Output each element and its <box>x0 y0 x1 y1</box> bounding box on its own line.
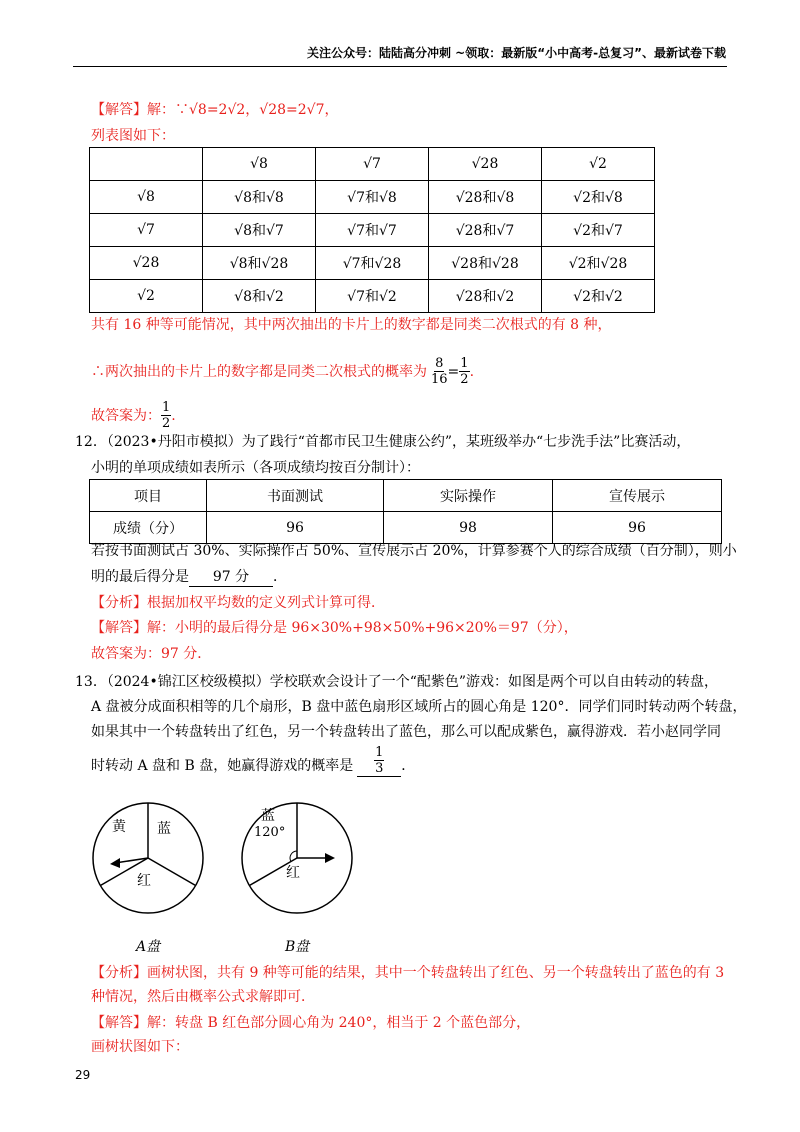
q13-analysis-line1 <box>91 964 724 982</box>
spinner-a-caption: A盘 <box>136 939 161 955</box>
numerator: 1 <box>162 400 171 415</box>
spinner-b-blue-label: 蓝 <box>261 808 275 824</box>
arrow-icon <box>325 853 335 863</box>
table-cell: 书面测试 <box>207 480 384 512</box>
table-cell: √7 <box>316 148 429 181</box>
probability-prefix: ∴两次抽出的卡片上的数字都是同类二次根式的概率为 <box>91 363 427 380</box>
table-row <box>90 181 655 214</box>
q12-line3: 若按书面测试占 30%、实际操作占 50%、宣传展示占 20%，计算参赛个人的综合成绩（百分制），则小 <box>91 543 737 559</box>
q13-line4-suffix: ． <box>401 758 416 774</box>
period: . <box>469 363 475 380</box>
page-header: 关注公众号：陆陆高分冲刺 ~领取：最新版“小中高考-总复习”、最新试卷下载 <box>307 46 726 60</box>
q13-line3: 如果其中一个转盘转出了红色，另一个转盘转出了蓝色，那么可以配成紫色，赢得游戏．若小赵同学同 <box>91 724 721 740</box>
q13-solution <box>91 1014 530 1032</box>
table-cell: √8和√28 <box>203 247 316 280</box>
table-cell: √28 <box>90 247 203 280</box>
table-cell: 96 <box>207 512 384 544</box>
table-cell: 98 <box>384 512 553 544</box>
numerator: 8 <box>435 356 444 371</box>
arrow-icon <box>110 858 120 868</box>
solution-intro-text: 解：∵√8=2√2，√28=2√7， <box>147 102 339 118</box>
summary-line: 共有 16 种等可能情况，其中两次抽出的卡片上的数字都是同类二次根式的有 8 种， <box>91 317 612 333</box>
q12-answer: 故答案为：97 分． <box>91 646 212 662</box>
table-cell: 实际操作 <box>384 480 553 512</box>
q12-line4-suffix: ． <box>273 569 287 585</box>
table-cell: √2 <box>542 148 655 181</box>
solution-tag: 【解答】 <box>91 620 147 636</box>
solution-tag: 【解答】 <box>91 1015 147 1031</box>
table-cell <box>90 148 203 181</box>
page-number: 29 <box>75 1068 91 1082</box>
q12-answer-blank: 97 分 <box>189 568 273 587</box>
table-cell: √7和√2 <box>316 280 429 313</box>
table-cell: √2和√8 <box>542 181 655 214</box>
spinner-a-blue-label: 蓝 <box>157 821 171 837</box>
denominator: 2 <box>162 416 171 431</box>
answer-fraction <box>161 400 171 431</box>
table-cell: √8和√2 <box>203 280 316 313</box>
q12-solution <box>91 619 578 637</box>
list-label: 列表图如下： <box>91 128 175 144</box>
q12-line4-prefix: 明的最后得分是 <box>91 569 189 585</box>
spinner-b <box>239 800 355 916</box>
q12-analysis <box>91 594 385 612</box>
table-cell: √2和√2 <box>542 280 655 313</box>
solution-tag: 【解答】 <box>91 102 147 118</box>
table-cell: √2和√28 <box>542 247 655 280</box>
spinner-b-caption: B盘 <box>285 939 310 955</box>
q13-tree-label: 画树状图如下： <box>91 1039 189 1055</box>
score-table <box>89 479 722 544</box>
table-cell: √28 <box>429 148 542 181</box>
q13-line1: 13．（2024•锦江区校级模拟）学校联欢会设计了一个“配紫色”游戏：如图是两个可以自由转动的转盘， <box>75 674 719 690</box>
table-cell: √28和√28 <box>429 247 542 280</box>
q13-line4 <box>91 745 415 777</box>
table-cell: √7 <box>90 214 203 247</box>
table-cell: √8 <box>203 148 316 181</box>
table-cell: √2和√7 <box>542 214 655 247</box>
header-divider <box>73 66 727 67</box>
q13-answer-blank <box>357 745 401 777</box>
spinner-a <box>90 800 206 916</box>
analysis-tag: 【分析】 <box>91 595 147 611</box>
spinner-b-red-label: 红 <box>286 865 300 881</box>
analysis-tag: 【分析】 <box>91 965 147 981</box>
table-cell: √8和√8 <box>203 181 316 214</box>
q13-analysis-line2: 种情况，然后由概率公式求解即可． <box>91 989 315 1005</box>
table-cell: √28和√7 <box>429 214 542 247</box>
numerator: 1 <box>375 745 384 760</box>
table-header-row <box>90 148 655 181</box>
table-row <box>90 247 655 280</box>
table-cell: 96 <box>553 512 722 544</box>
q13-line2: A 盘被分成面积相等的几个扇形，B 盘中蓝色扇形区域所占的圆心角是 120°．同学们同时转动两个转盘， <box>91 699 747 715</box>
table-cell: √28和√8 <box>429 181 542 214</box>
denominator: 2 <box>460 372 469 387</box>
equals-sign: = <box>447 363 460 380</box>
table-cell: 项目 <box>90 480 207 512</box>
spinner-a-red-label: 红 <box>137 873 151 889</box>
answer-prefix: 故答案为： <box>91 407 161 424</box>
probability-line <box>91 356 474 387</box>
table-row <box>90 280 655 313</box>
table-cell: √8 <box>90 181 203 214</box>
q12-line2: 小明的单项成绩如表所示（各项成绩均按百分制计）： <box>91 460 420 476</box>
table-cell: √2 <box>90 280 203 313</box>
pair-table <box>89 147 655 313</box>
spinner-b-angle-label: 120° <box>254 825 286 840</box>
table-cell: √7和√7 <box>316 214 429 247</box>
table-cell: √7和√8 <box>316 181 429 214</box>
fraction-8-16 <box>431 356 448 387</box>
table-header-row <box>90 480 722 512</box>
analysis-text: 根据加权平均数的定义列式计算可得． <box>147 595 385 611</box>
table-cell: √7和√28 <box>316 247 429 280</box>
q13-line4-prefix: 时转动 A 盘和 B 盘，她赢得游戏的概率是 <box>91 758 354 774</box>
spinner-a-yellow-label: 黄 <box>112 819 126 835</box>
solution-text: 解：小明的最后得分是 96×30%+98×50%+96×20%＝97（分）， <box>147 620 578 636</box>
solution-text: 解：转盘 B 红色部分圆心角为 240°，相当于 2 个蓝色部分， <box>147 1015 531 1031</box>
table-row <box>90 214 655 247</box>
q12-line4 <box>91 568 287 587</box>
numerator: 1 <box>460 356 469 371</box>
table-cell: √28和√2 <box>429 280 542 313</box>
table-cell: 宣传展示 <box>553 480 722 512</box>
table-row <box>90 512 722 544</box>
denominator: 3 <box>375 761 384 776</box>
denominator: 16 <box>431 372 448 387</box>
table-cell: √8和√7 <box>203 214 316 247</box>
fraction-1-2 <box>459 356 469 387</box>
table-cell: 成绩（分） <box>90 512 207 544</box>
q11-solution-intro <box>91 101 339 119</box>
answer-line: 故答案为： $\frac{1}{2}$ . <box>91 400 176 431</box>
q13-answer-fraction <box>374 745 384 776</box>
analysis-text: 画树状图，共有 9 种等可能的结果，其中一个转盘转出了红色、另一个转盘转出了蓝色的有 3 <box>147 965 725 981</box>
q12-line1: 12．（2023•丹阳市模拟）为了践行“首都市民卫生健康公约”，某班级举办“七步洗手法”比赛活动， <box>75 434 691 450</box>
